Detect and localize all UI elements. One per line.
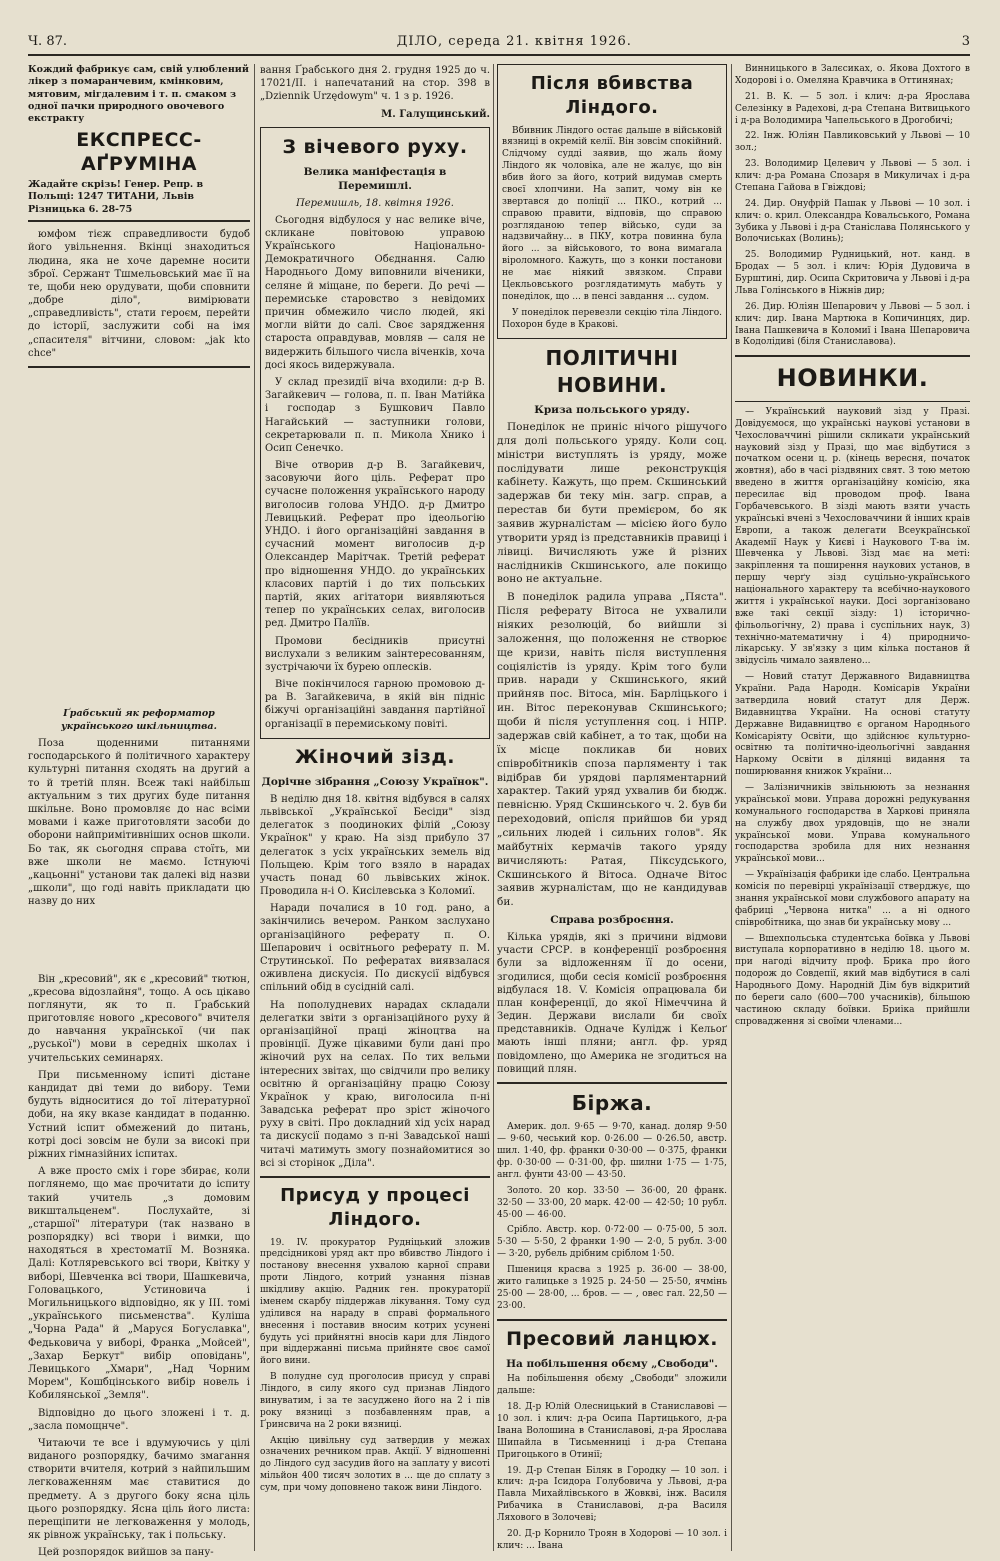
article-signature: М. Галущинський. bbox=[381, 108, 490, 120]
article-paragraph: На пополудневих нарадах складали делегатки звіти з організаційного руху й організаційної праці жіноцтва на провінції. Дуже цікавими були дані про жіночий рух на селах. По тих вельми інтересних звітах, що свідчили про велику освітню й організаційну працю Союзу Українок у краю, виголосила п-ні Завадська реферат про зріст жіночого руху в світі. Про докладний хід усіх нарад та дискусії подамо з п-ні Завадської наші читачі матимуть змогу познайомитися зо всі зі сторінок „Діла". bbox=[260, 999, 490, 1169]
article-paragraph: У понеділок перевезли секцію тіла Ліндого. Похорон буде в Кракові. bbox=[502, 307, 722, 330]
article-heading: З вічевого руху. bbox=[282, 135, 468, 158]
advertisement bbox=[28, 64, 250, 222]
article-paragraph: Понеділок не приніс нічого рішучого для долі польського уряду. Коли соц. міністри виступлять із уряду, може послідувати лише реконструкція кабінету. Кажуть, що прем. Скшинський задержав би теку мін. загр. справ, а перестав би бути премієром, бо як заявив журналістам — місією його було утворити уряд із представників правиці і лівиці. Вичисляють уже й різних наслідників Скшинського, але покищо воно не актуальне. bbox=[497, 421, 727, 586]
article-paragraph: Відповідно до цього зложені і т. д. „засла помощнче". bbox=[28, 1407, 250, 1432]
section-heading: ПОЛІТИЧНІ НОВИНИ. bbox=[545, 346, 679, 397]
column-rule bbox=[254, 64, 255, 1551]
column-1 bbox=[28, 64, 250, 1559]
article-paragraph: В неділю дня 18. квітня відбувся в салях львівської „Української Бесіди" зізд делегаток з поодиноких філій „Союзу Українок" у краю. На зізд прибуло 37 делегаток з усіх українських земель від Польщею. Крім того взяло в нарадах участь понад 60 львівських жінок. Проводила н-і О. Кисілевська з Коломиї. bbox=[260, 793, 490, 898]
article-paragraph: 20. Д-р Корнило Троян в Ходорові — 10 зол. і клич: ... Івана bbox=[497, 1528, 727, 1551]
divider bbox=[260, 1176, 490, 1178]
page-header bbox=[28, 28, 970, 56]
article-paragraph: Поза щоденними питаннями господарського й політичного характеру культурні питання сходять на другий а то й третій плян. Всеж такі найбільш актуальним з тих других буде питання шкільне. Воно промовляє до нас всіми мовами і каже приготовляти засоби до оборони найпримітивніших основ школи. Бо так, як сьогодня справа стоїть, ми вже школи не маємо. Істнуючі „кацьонні" установи так далекі від назви „школи", що годі навіть прикладати цю назву до них bbox=[28, 738, 250, 908]
article-heading: Жіночий зізд. bbox=[295, 745, 455, 768]
column-rule bbox=[731, 64, 732, 1551]
news-item: — Українізація фабрики іде слабо. Центральна комісія по перевірці українізації стверджує, що знання української мови службового апарату на фабриці „Червона нитка" ... а ні одного співробітника, що знав би українську мову ... bbox=[735, 870, 970, 928]
blank-space bbox=[28, 374, 250, 704]
article-paragraph: юмфом тієж справедливости будоб його увільнення. Вкінці знаходиться людина, яка не хоче даремне носити зброї. Сержант Тшмельовський має її на те, щоби нею орудувати, щоби сповнити „добре діло", вимірювати „справедливість", стати героєм, перейти до історії, заслужити собі на імя „спасителя" вітчини, словом: „jak kto chce" bbox=[28, 229, 250, 359]
ad-footer: Жадайте скрізь! Генер. Репр. в Польщі: 1247 ТИТАНИ, Львів Різницька 6. 28-75 bbox=[28, 179, 204, 215]
article-paragraph: 21. В. К. — 5 зол. і клич: д-ра Ярослава Селезінку в Радехові, д-ра Степана Витвицького і д-ра Володимира Чапельського в Дрогобичі; bbox=[735, 91, 970, 126]
article-paragraph: В полудне суд проголосив присуд у справі Ліндого, в силу якого суд признав Ліндого винуватим, і за те засуджено його на 2 і пів року вязниці з позбавленням прав, а Ґринсвича на 2 роки вязниці. bbox=[260, 1372, 490, 1430]
column-3 bbox=[497, 64, 727, 1551]
article-heading: Після вбивства Ліндого. bbox=[530, 73, 694, 118]
article-subheading: Велика маніфестація в Перемишлі. bbox=[303, 165, 447, 192]
article-heading: Ґрабський як реформатор українського шкільництва. bbox=[61, 708, 217, 732]
article-paragraph: Читаючи те все і вдумуючись у цілі виданого розпорядку, бачимо змагання створити вчителя, котрий з найпильшим легковаженням має ставитися до предмету. А з другого боку ясна ціль цього розпорядку. Ясна ціль його листа: перещіпити не легковаження у молодь, як рівнож українську, так і польську. bbox=[28, 1437, 250, 1542]
blank-space bbox=[28, 913, 250, 973]
ad-title: ЕКСПРЕСС-АҐРУМІНА bbox=[76, 128, 202, 176]
article-paragraph: 19. IV. прокуратор Рудніцький зложив предсідникові уряд акт про вбивство Ліндого і постанову внесення ухвалою карної справи проти Ліндого, котрий узнання пізнав шкідливу акцію. Радник ген. прокураторії іменем скарбу піддержав лікування. Тому суд уділився на нараду в справі формального внесення і поставив вносим котрих усунені будуть усі прийнятні вносів кари для Ліндого при віддержанні письма прийняте своє самої його вини. bbox=[260, 1237, 490, 1367]
article-paragraph: Він „кресовий", як є „кресовий" тютюн, „кресова відозлайня", тощо. А ось цікаво поглянути, як то п. Ґрабський приготовляє нового „кресового" вчителя до навчання української (чи пак „руської") мови в середніх школах і учительських семинарях. bbox=[28, 973, 250, 1064]
article-paragraph: 26. Дир. Юліян Шепарович у Львові — 5 зол. і клич: дир. Івана Мартюка в Копичинцях, дир. Івана Пашкевича в Коломиї і Івана Шепаровича в Кодолідиві (біля Станиславова). bbox=[735, 301, 970, 348]
news-item: — Вшехпольська студентська боївка у Львові виступала корпоративно в неділю 18. цього м. при нагоді відчиту проф. Брика про його подорож до Совдепії, який мав відбутися в салі Народнього Дому. Народній Дім був відкритий по береги сало (600—700 учасників), більшою частиною складу боївки. Бриіка прийшли спровадження зі своїми членами... bbox=[735, 933, 970, 1027]
dateline: Перемишль, 18. квітня 1926. bbox=[296, 197, 454, 209]
section-heading: НОВИНКИ. bbox=[776, 364, 929, 393]
article-paragraph: Акцію цивільну суд затвердив у межах означених речником прав. Акції. У відношенні до Ліндого суд засудив його на заплату у висоті мільйон 400 тисяч золотих в ... ще до сплату з сум, при чому доповнено також вини Ліндого. bbox=[260, 1435, 490, 1494]
section-heading: Пресовий ланцюх. bbox=[506, 1327, 718, 1350]
article-paragraph: На побільшення обєму „Свободи" зложили дальше: bbox=[497, 1374, 727, 1397]
article-paragraph: Винницького в Залєсиках, о. Якова Дохтого в Ходорові і о. Омеляна Кравчика в Оттинянах; bbox=[735, 64, 970, 86]
article-paragraph: 24. Дир. Онуфрій Пашак у Львові — 10 зол. і клич: о. крил. Олександра Ковальського, Романа Зубика у Львові і д-ра Станіслава Полянського у Волочиськах (Волинь); bbox=[735, 198, 970, 245]
article-heading: Присуд у процесі Ліндого. bbox=[280, 1185, 470, 1230]
article-box bbox=[260, 127, 490, 739]
section-heading: Біржа. bbox=[571, 1091, 653, 1116]
market-paragraph: Срібло. Австр. кор. 0·72·00 — 0·75·00, 5 зол. 5·30 — 5·50, 2 франки 1·90 — 2·0, 5 рубл. 3·00 — 3·20, рубель дрібним сріблом 1·50. bbox=[497, 1225, 727, 1260]
article-paragraph: 19. Д-р Степан Біляк в Городку — 10 зол. і клич: д-ра Ісидора Голубовича у Львові, д-ра Павла Михайлівського в Жовкві, інж. Василя Рибачика в Станиславові, д-ра Василя Ляхового в Золочеві; bbox=[497, 1465, 727, 1524]
page-number: 3 bbox=[961, 33, 970, 49]
article-paragraph: Віче покінчилося гарною промовою д-ра В. Загайкевича, в якій він підніс біжучі організаційні завдання партійної організації в перемиському повіті. bbox=[265, 679, 485, 730]
article-paragraph: Вбивник Ліндого остає дальше в військовій вязниці в окремій келії. Він зовсім спокійний. Слідчому судді заявив, що жаль йому Ліндого як чоловіка, але не жалує, що він вбив його за його, котрий видумав смерть своєї хлопчини. На запит, чому він ке звертався до поліції ... ПКО., котрий ... справою правити, відповів, що справою розгляданою тепер військо, суди за надзвичайну... в ПКУ, котра повинна була його ... за військового, то вона вимагала віроломного. Кажуть, що з конки постанови не має ніякий звязком. Справи Цекльовського розглядатимуть мабуть у понеділок, що ... в пенсі завдання ... судом. bbox=[502, 125, 722, 302]
article-subheading: Дорічне зібрання „Союзу Українок". bbox=[261, 775, 489, 788]
divider bbox=[735, 401, 970, 402]
masthead-line: ДІЛО, середа 21. квітня 1926. bbox=[396, 33, 632, 49]
article-subheading: На побільшення обєму „Свободи". bbox=[506, 1357, 718, 1370]
article-box bbox=[497, 64, 727, 339]
column-2 bbox=[260, 64, 490, 1551]
article-paragraph: вання Ґрабського дня 2. грудня 1925 до ч. 17021/ІІ. і напечатаний на стор. 398 в „Dziennik Urzędowym" ч. 1 з р. 1926. bbox=[260, 65, 490, 103]
divider bbox=[497, 1082, 727, 1084]
article-paragraph: Цей розпорядок вийшов за пану- bbox=[38, 1547, 214, 1559]
article-paragraph: 23. Володимир Целевич у Львові — 5 зол. і клич: д-ра Романа Спозаря в Микуличах і д-ра Степана Гайова в Гвіждові; bbox=[735, 159, 970, 193]
article-paragraph: При письменному іспиті дістане кандидат дві теми до вибору. Теми будуть відноситися до тої літературної доби, на яку вказе кандидат в поданню. Устний іспит обмежений до питань, котрі досі зовсім не були за високі при ріжних гімназійних іспитах. bbox=[28, 1069, 250, 1160]
article-paragraph: А вже просто сміх і горе збирає, коли поглянемо, що має прочитати до іспиту такий учитель „з домовим викштальценем". Послухайте, зі „старшої" літератури (так названо в розпорядку) всі твори і вимки, що находяться в хрестоматії М. Возняка. Далі: Котляревського всі твори, Квітку у виборі, Шевченка всі твори, Шашкевича, Головацького, Устиновича і Могильницького відповідно, як у ІІІ. томі „українського письменства". Куліша „Чорна Рада" й „Маруся Богуславка", Федьковича у виборі, Франка „Мойсей", „Захар Беркут" вибір оповідань", Левицького „Хмари", „Над Чорним Морем", Кошбцінського вибір новель і Кобилянської „Земля". bbox=[28, 1166, 250, 1402]
article-subheading: Справа розброєння. bbox=[550, 914, 674, 927]
news-item: — Новий статут Державного Видавництва України. Рада Народн. Комісарів України затвердила новий статут для Держ. Видавництва України. На основі статуту Державне Видавництво є органом Народнього Комісаріяту Освіти, що здійснює культурно-освітню та політично-ідеольогічні завдання Наркому Освіти в ділянці видання та поширювання книжок України... bbox=[735, 672, 970, 778]
article-paragraph: 18. Д-р Юлій Олесницький в Станиславові — 10 зол. і клич: д-ра Осипа Партицького, д-ра Івана Волошина в Станиславові, д-ра Ярослава Шипайла в Тисьменниці і д-ра Степана Пригоцького в Отинії; bbox=[497, 1402, 727, 1460]
article-paragraph: Сьогодня відбулося у нас велике віче, скликане повітовою управою Українського Національно-Демократичного Обєднання. Салю Народнього Дому виповнили віченики, селяне й міщане, по береги. До речі — перемиське старовство з невідомих причин обмежило число людей, які могли війти до салі. Своє зарядження староста оправдував, мовляв — саля не видержить більшого числа віченків, хоча досі якось видержувала. bbox=[265, 214, 485, 371]
article-paragraph: Віче отворив д-р В. Загайкевич, засовуючи його ціль. Реферат про сучасне положення українського народу виголосив голова УНДО. д-р Дмитро Левицький. Реферат про ідеольогію УНДО. і його організаційні завдання в сучасний момент виголосив д-р Олександер Марітчак. Третій реферат про відношення УНДО. до українських класових партій і до тих польських партій, яких агітатори виявляються тепер по українських селах, виголосив ред. Дмитро Палїїв. bbox=[265, 460, 485, 630]
column-4 bbox=[735, 64, 970, 1551]
article-paragraph: Промови бесідників присутні вислухали з великим заінтересованням, зустрічаючи їх бурею оплесків. bbox=[265, 635, 485, 673]
article-paragraph: Наради почалися в 10 год. рано, а закінчились вечером. Ранком заслухано організаційного реферату п. О. Шепарович і освітнього реферату п. М. Струтинської. По рефератах виявзалася оживлена дискусія. По дискусії відбувся спільний обід в сусідній салі. bbox=[260, 903, 490, 994]
ad-text: Кождий фабрикує сам, свій улюблений лікер з помаранчевим, кмінковим, мятовим, мігдалевим і т. п. смаком з одної пачки природного овочевого екстракту bbox=[28, 64, 249, 125]
divider bbox=[735, 355, 970, 357]
article-paragraph: В понеділок радила управа „Пяста". Після реферату Вітоса не ухвалили ніяких резолюцій, бо вийшли зі заложення, що положення не створює ще кризи, навіть після виступлення соціялістів із уряду. Крім того були прив. наради у Скшинського, який прийняв пос. Вітоса, мін. Барліцького і ин. Вітос переконував Скшинського; щоби й після уступлення соц. і НПР. задержав свій кабінет, а то так, щоби на їх місце покликав би нових співробітників споза парляменту і так відібрав би урядові парляментарний характер. Такий уряд ухвалив би бюдж. певнісню. Уряд Скшинського ч. 2. був би переходовий, опісля прийшов би уряд „сильних людей і сильних голов". Як майбутніх кермачів такого уряду вичисляють: Ратая, Піксудського, Скшинського й Вітоса. Одначе Вітос заявив журналістам, що не кандидував би. bbox=[497, 591, 727, 909]
market-paragraph: Америк. дол. 9·65 — 9·70, канад. доляр 9·50 — 9·60, чеський кор. 0·26.00 — 0·26.50, австр. шил. 1·40, фр. франки 0·30·00 — 0·375, франки фр. 0·30·00 — 0·31·00, фр. шилни 1·75 — 1·75, англ. фунти 43·00 — 43·50. bbox=[497, 1122, 727, 1180]
divider bbox=[28, 366, 250, 368]
article-subheading: Криза польського уряду. bbox=[534, 404, 690, 417]
news-item: — Український науковий зізд у Празі. Довідуємося, що українські наукові установи в Чехословаччині рішили скликати український науковий зізд у Празі, що має відбутися з початком осени ц. р. (кінець вересня, початок жовтня), або в часі різдвяних свят. З тою метою введено в життя організаційну комісію, яка пересилає від проводом проф. Івана Горбачевського. В зізді мають взяти участь українські вчені з Чехословаччини й інших краів Европи, а також делегати Всеукраїнської Академії Наук у Києві і Наукового Т-ва ім. Шевченка у Львові. Зізд має на меті: закріплення та поширення наукових установ, в першу черґу зізд суцільно-українського національного характеру та всебічно-наукового життя і української науки. Досі зорганізовано вже такі секції зізду: 1) історично-фільольогічну, 2) права і суспільних наук, 3) технічно-математичну і 4) природничо-лікарську. У зв'язку з цим кілька постанов й звідусіль чимало заявлено... bbox=[735, 406, 970, 667]
article-paragraph: 25. Володимир Рудницький, нот. канд. в Бродах — 5 зол. і клич: Юрія Дудовича в Бурштині, дир. Осипа Скритовича у Львові і д-ра Льва Голінського в Ніжнів дир; bbox=[735, 250, 970, 296]
issue-number: Ч. 87. bbox=[28, 33, 67, 49]
market-paragraph: Пшениця красва з 1925 р. 36·00 — 38·00, жито галицьке з 1925 р. 24·50 — 25·50, ячмінь 25·00 — 28·00, ... бров. — — , овес гал. 22,50 — 23·00. bbox=[497, 1265, 727, 1311]
article-paragraph: 22. Інж. Юліян Павликовський у Львові — 10 зол.; bbox=[735, 131, 970, 154]
divider bbox=[497, 1319, 727, 1321]
article-paragraph: Кілька урядів, які з причини відмови участи СРСР. в конференції розброєння були за відложенням її до осени, згодилися, щоби сесія комісії розброєння відбулася 18. V. Комісія опрацювала би план конференції, до якої Німеччина й Зедин. Держави вислали би своїх представників. Одначе Кулідж і Кельоґ мають інші пляни; англ. фр. уряд повідомлено, що Америка не згодиться на повищий плян. bbox=[497, 931, 727, 1075]
market-paragraph: Золото. 20 кор. 33·50 — 36·00, 20 франк. 32·50 — 33·00, 20 марк. 42·00 — 42·50; 10 рубл. 45·00 — 46·00. bbox=[497, 1185, 727, 1220]
column-rule bbox=[493, 64, 494, 1551]
news-item: — Залізничників звільнюють за незнання української мови. Управа дорожні редукування комунального господарства в Харкові приняла на службу двох урядовців, що не знали української мови. Управа комунального господарства зробила для них незнання української мови... bbox=[735, 783, 970, 865]
article-paragraph: У склад президії віча входили: д-р В. Загайкевич — голова, п. п. Іван Матійка і господар з Бушкович Павло Нагайський — заступники голови, секретарювали п. п. Микола Хнико і Осип Сенечко. bbox=[265, 376, 485, 454]
